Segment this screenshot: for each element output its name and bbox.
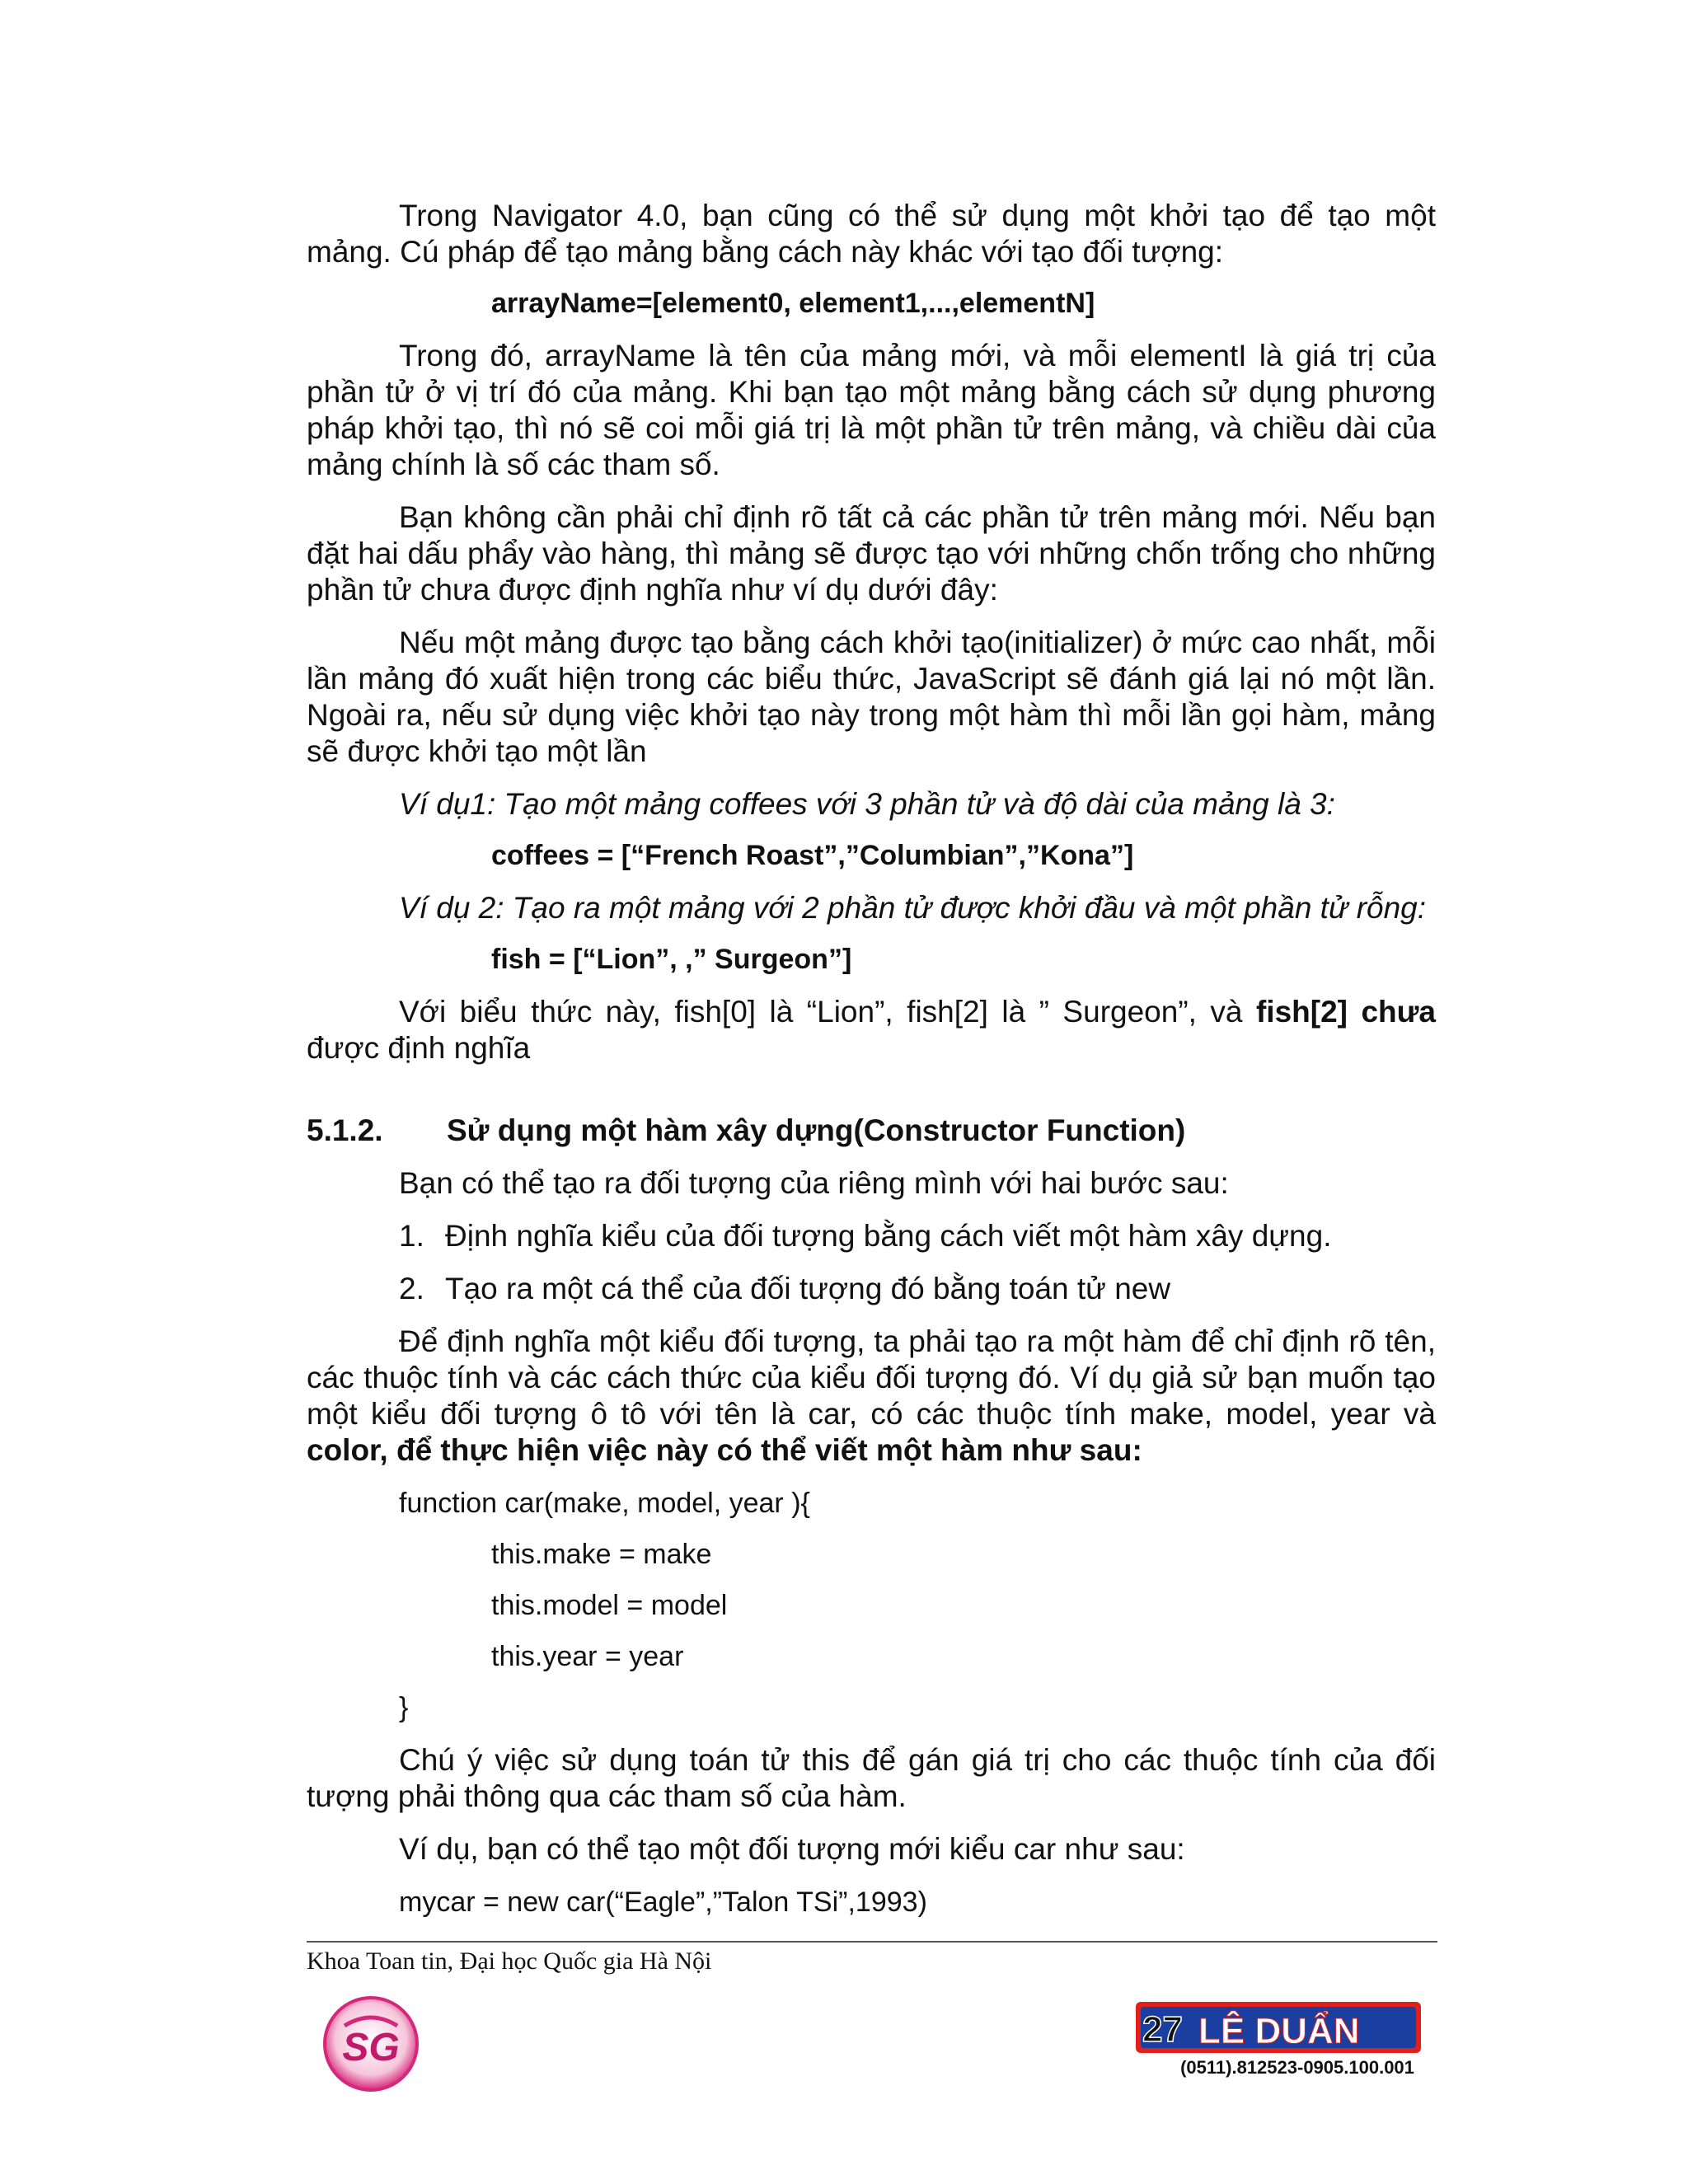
code-line: this.make = make <box>491 1539 712 1570</box>
le-duan-logo-icon <box>1136 1999 1421 2081</box>
footer-text: Khoa Toan tin, Đại học Quốc gia Hà Nội <box>307 1947 712 1975</box>
section-number: 5.1.2. <box>307 1113 383 1147</box>
svg-text:27: 27 <box>1142 2009 1183 2050</box>
svg-text:(0511).812523-0905.100.001: (0511).812523-0905.100.001 <box>1180 2057 1414 2078</box>
code-line: coffees = [“French Roast”,”Columbian”,”Kona”] <box>491 840 1134 871</box>
list-item <box>307 1271 1436 1307</box>
code-line: arrayName=[element0, element1,...,elementN] <box>491 288 1095 319</box>
code-line: } <box>399 1692 409 1723</box>
list-text: Định nghĩa kiểu của đối tượng bằng cách viết một hàm xây dựng. <box>445 1219 1332 1253</box>
sg-logo-icon <box>320 1993 422 2095</box>
section-title: Sử dụng một hàm xây dựng(Constructor Function) <box>447 1113 1186 1147</box>
paragraph: Nếu một mảng được tạo bằng cách khởi tạo(initializer) ở mức cao nhất, mỗi lần mảng đó xuất hiện trong các biểu thức, JavaScript sẽ đánh giá lại nó một lần. Ngoài ra, nếu sử dụng việc khởi tạo này trong một hàm thì mỗi lần gọi hàm, mảng sẽ được khởi tạo một lần <box>307 626 1436 768</box>
example-caption: Ví dụ 2: Tạo ra một mảng với 2 phần tử được khởi đầu và một phần tử rỗng: <box>399 891 1427 925</box>
list-number: 2. <box>399 1272 424 1305</box>
list-text: Tạo ra một cá thể của đối tượng đó bằng toán tử new <box>445 1272 1171 1305</box>
paragraph: Ví dụ, bạn có thể tạo một đối tượng mới kiểu car như sau: <box>399 1832 1185 1866</box>
paragraph <box>307 1324 1436 1469</box>
code-line: this.year = year <box>491 1641 684 1672</box>
paragraph: Bạn có thể tạo ra đối tượng của riêng mình với hai bước sau: <box>399 1166 1229 1200</box>
paragraph: Chú ý việc sử dụng toán tử this để gán giá trị cho các thuộc tính của đối tượng phải thông qua các tham số của hàm. <box>307 1743 1436 1813</box>
code-line: fish = [“Lion”, ,” Surgeon”] <box>491 944 852 975</box>
text-run: Để định nghĩa một kiểu đối tượng, ta phải tạo ra một hàm để chỉ định rõ tên, các thuộc tính và các cách thức của kiểu đối tượng đó. Ví dụ giả sử bạn muốn tạo một kiểu đối tượng ô tô với tên là car, có các thuộc tính make, model, year và <box>307 1324 1436 1431</box>
paragraph: Bạn không cần phải chỉ định rõ tất cả các phần tử trên mảng mới. Nếu bạn đặt hai dấu phẩy vào hàng, thì mảng sẽ được tạo với những chốn trống cho những phần tử chưa được định nghĩa như ví dụ dưới đây: <box>307 500 1436 607</box>
footer-divider <box>307 1941 1437 1943</box>
code-line: this.model = model <box>491 1590 728 1621</box>
page-content <box>307 198 1436 1920</box>
bold-text-run: color, để thực hiện việc này có thể viết một hàm như sau: <box>307 1433 1142 1467</box>
list-number: 1. <box>399 1219 424 1253</box>
paragraph <box>307 994 1436 1066</box>
svg-text:SG: SG <box>342 2026 400 2069</box>
paragraph: Trong đó, arrayName là tên của mảng mới, và mỗi elementI là giá trị của phần tử ở vị trí đó của mảng. Khi bạn tạo một mảng bằng cách sử dụng phương pháp khởi tạo, thì nó sẽ coi mỗi giá trị là một phần tử trên mảng, và chiều dài của mảng chính là số các tham số. <box>307 339 1436 481</box>
section-heading <box>307 1113 1436 1149</box>
svg-text:LÊ DUẨN: LÊ DUẨN <box>1198 2011 1360 2051</box>
list-item <box>307 1218 1436 1254</box>
example-caption: Ví dụ1: Tạo một mảng coffees với 3 phần tử và độ dài của mảng là 3: <box>399 787 1335 821</box>
text-run: được định nghĩa <box>307 1031 531 1065</box>
paragraph: Trong Navigator 4.0, bạn cũng có thể sử dụng một khởi tạo để tạo một mảng. Cú pháp để tạo mảng bằng cách này khác với tạo đối tượng: <box>307 199 1436 269</box>
code-line: function car(make, model, year ){ <box>399 1488 810 1519</box>
code-line: mycar = new car(“Eagle”,”Talon TSi”,1993) <box>399 1886 927 1918</box>
bold-text-run: fish[2] chưa <box>1255 995 1436 1029</box>
text-run: Với biểu thức này, fish[0] là “Lion”, fish[2] là ” Surgeon”, và <box>399 995 1256 1029</box>
